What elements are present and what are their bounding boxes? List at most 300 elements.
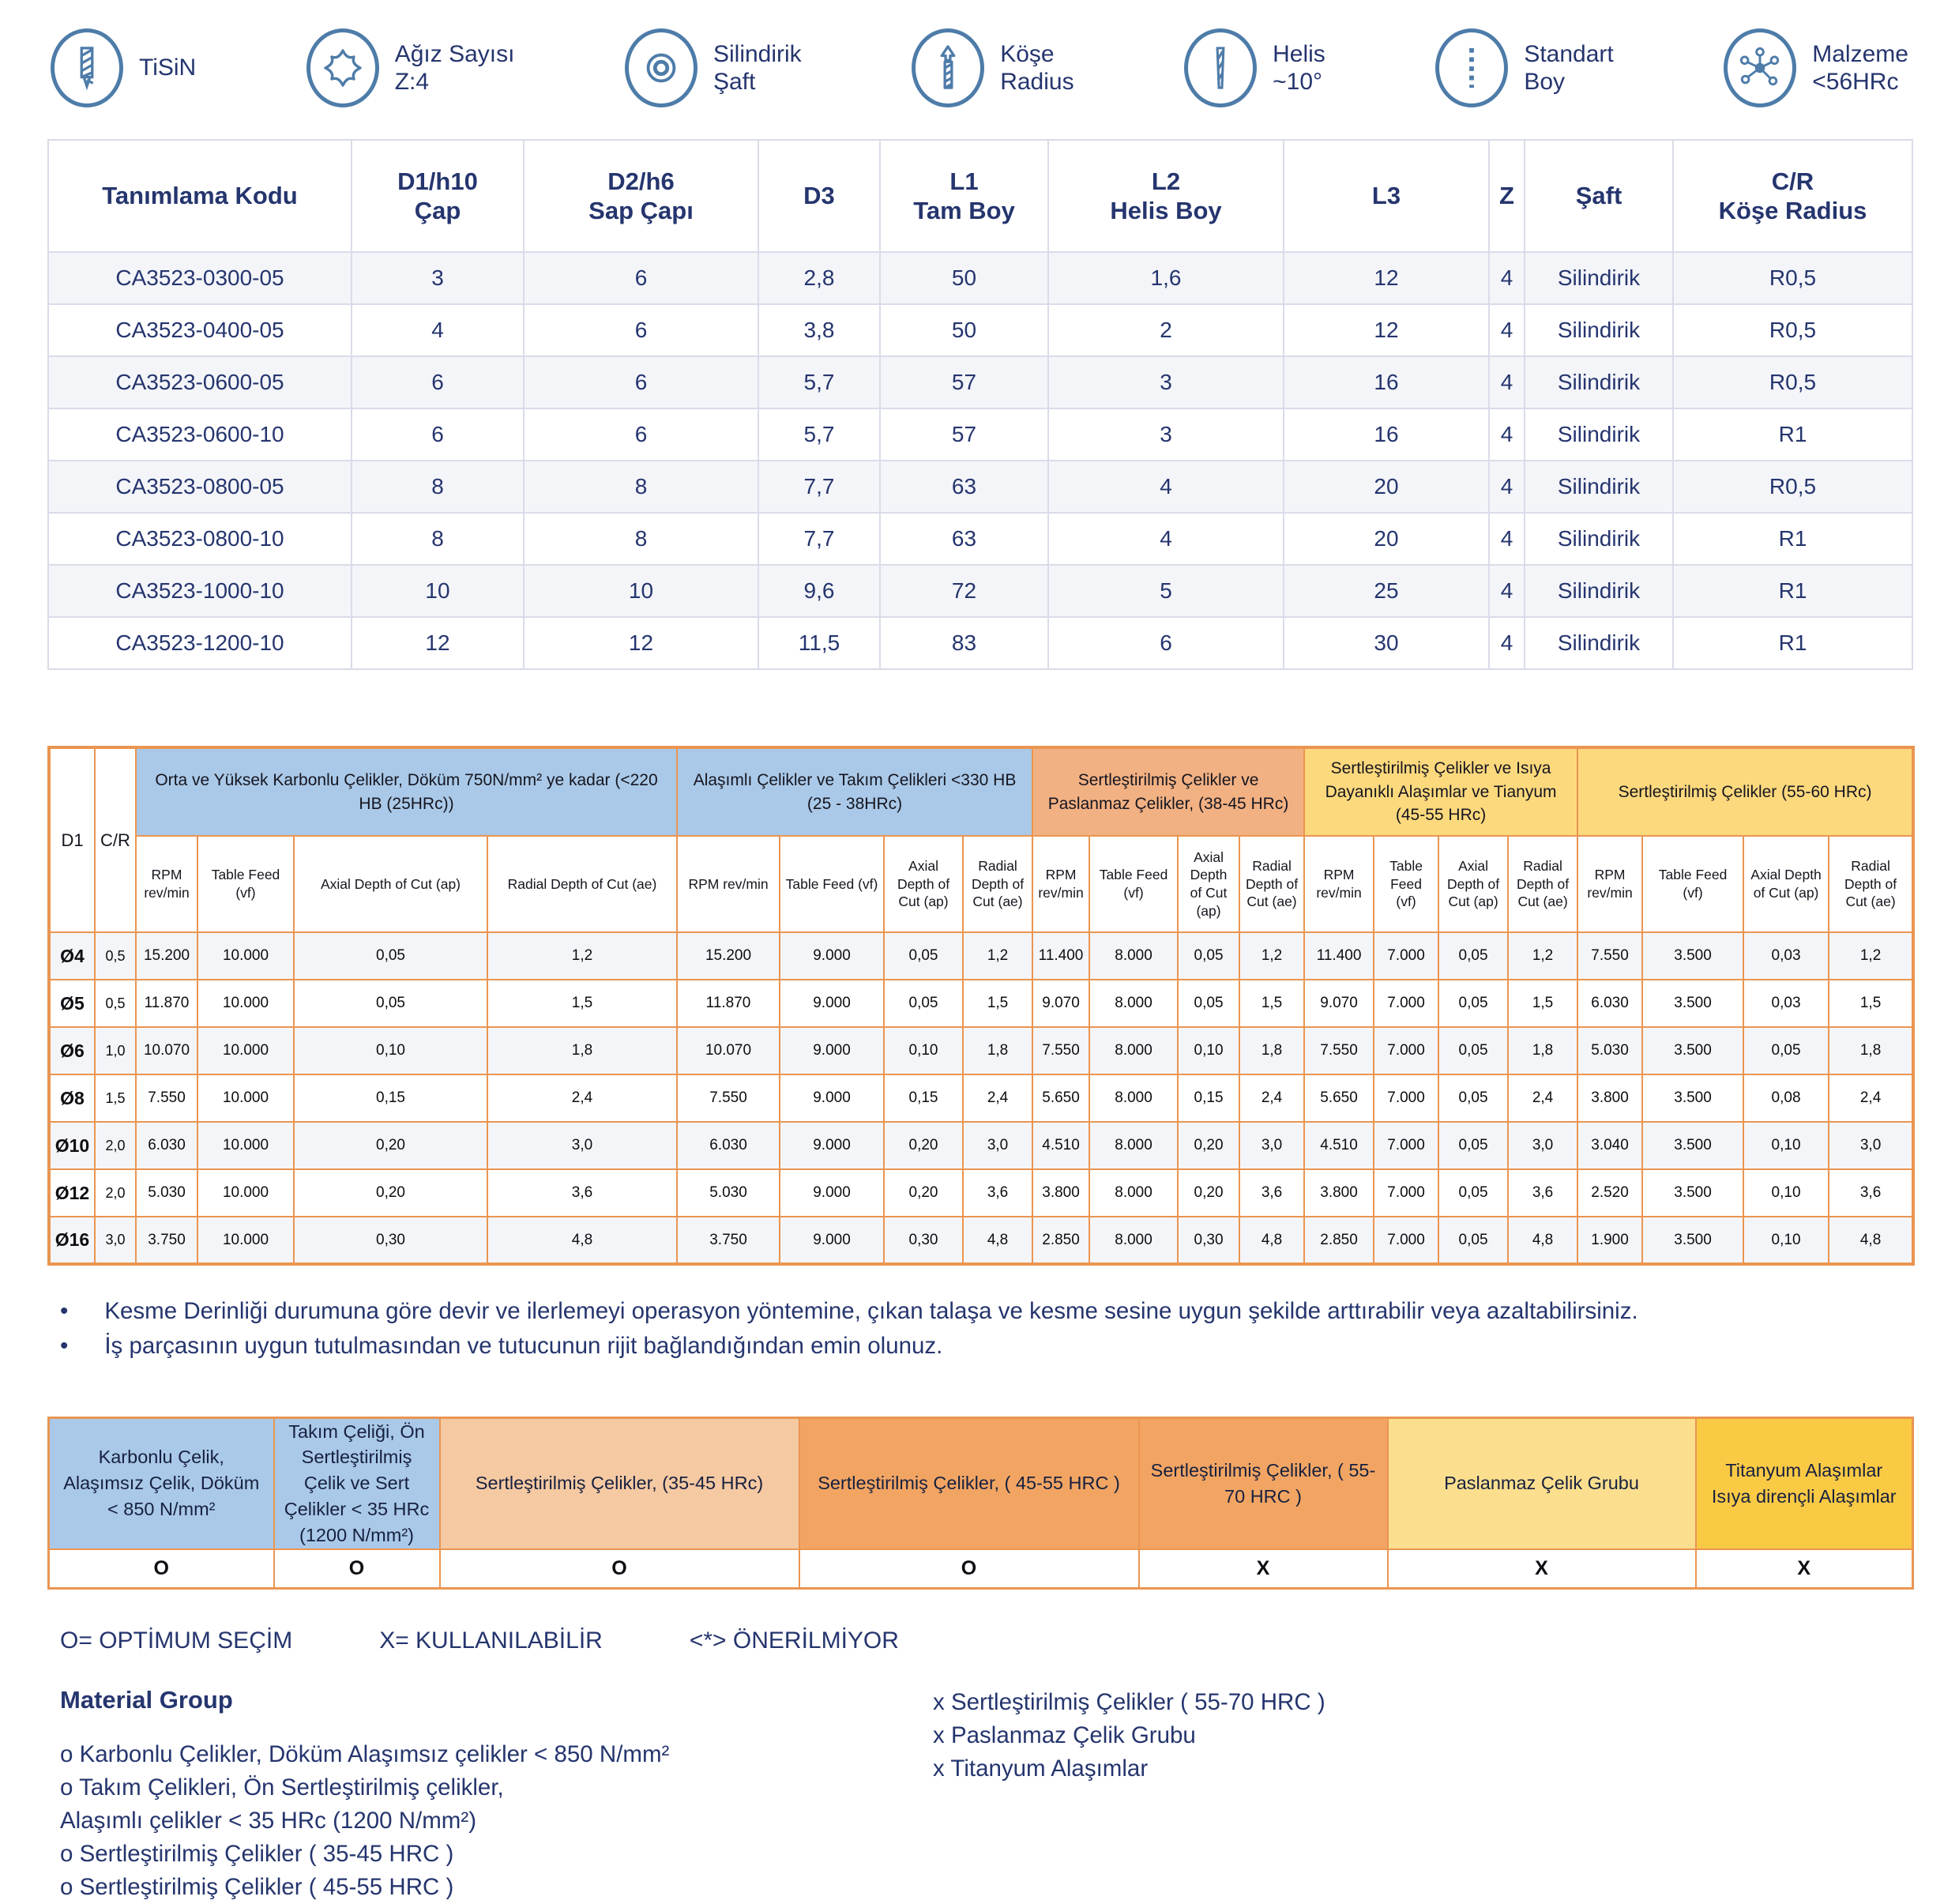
param-cell: 3,6	[1239, 1169, 1304, 1217]
icon-label: Silindirik Şaft	[713, 40, 802, 95]
param-cell: 3,0	[1508, 1122, 1577, 1169]
material-value-cell: X	[1696, 1549, 1913, 1589]
param-cell: 15.200	[677, 932, 780, 980]
param-cell: 0,05	[294, 980, 487, 1027]
table-cell: 11,5	[758, 617, 880, 669]
table-cell: 3	[1048, 408, 1284, 461]
param-cell: 3.500	[1642, 1027, 1743, 1074]
table-cell: 4	[1489, 565, 1525, 617]
icon-label: Helis ~10°	[1273, 40, 1325, 95]
diameter-cell: Ø16	[49, 1217, 95, 1264]
sub-column-header: Table Feed (vf)	[1642, 836, 1743, 932]
sub-column-header: Axial Depth of Cut (ap)	[1178, 836, 1239, 932]
param-cell: 4,8	[1239, 1217, 1304, 1264]
param-cell: 3.500	[1642, 1074, 1743, 1122]
material-value-cell: O	[274, 1549, 440, 1589]
table-cell: CA3523-0800-05	[48, 461, 352, 513]
sub-column-header: Radial Depth of Cut (ae)	[1239, 836, 1304, 932]
param-cell: 5.650	[1304, 1074, 1374, 1122]
table-cell: 63	[880, 513, 1048, 565]
param-cell: 0,05	[1438, 1122, 1508, 1169]
param-cell: 3,0	[1829, 1122, 1913, 1169]
param-cell: 0,03	[1743, 980, 1829, 1027]
table-cell: 7,7	[758, 513, 880, 565]
param-cell: 4,8	[963, 1217, 1032, 1264]
table-cell: 3,8	[758, 304, 880, 356]
flute-count-icon	[306, 28, 379, 107]
param-cell: 6.030	[136, 1122, 197, 1169]
sub-column-header: RPM rev/min	[1304, 836, 1374, 932]
table-cell: 10	[352, 565, 524, 617]
param-cell: 2.520	[1577, 1169, 1642, 1217]
table-cell: R1	[1673, 513, 1912, 565]
table-cell: 3	[352, 252, 524, 304]
param-cell: 9.070	[1304, 980, 1374, 1027]
param-cell: 1,8	[487, 1027, 677, 1074]
param-cell: 0,05	[1438, 932, 1508, 980]
table-cell: 4	[1048, 461, 1284, 513]
feature-tisin	[51, 28, 196, 107]
param-cell: 3,6	[963, 1169, 1032, 1217]
table-cell: 57	[880, 356, 1048, 408]
param-cell: 7.000	[1374, 932, 1438, 980]
table-cell: 16	[1284, 408, 1489, 461]
param-cell: 10.000	[197, 1122, 294, 1169]
table-row	[48, 304, 1912, 356]
param-cell: 11.400	[1304, 932, 1374, 980]
table-cell: 16	[1284, 356, 1489, 408]
param-cell: 3.800	[1577, 1074, 1642, 1122]
table-cell: 4	[1489, 356, 1525, 408]
table-row	[48, 408, 1912, 461]
table-cell: 30	[1284, 617, 1489, 669]
corner-radius-cell: 2,0	[95, 1122, 136, 1169]
legend-not-recommended: <*> ÖNERİLMİYOR	[689, 1627, 899, 1654]
material-label-cell: Titanyum Alaşımlar Isıya dirençli Alaşımlar	[1696, 1417, 1913, 1549]
table-cell: Silindirik	[1525, 408, 1673, 461]
sub-column-header: RPM rev/min	[1032, 836, 1089, 932]
table-cell: 4	[1489, 617, 1525, 669]
table-cell: 2,8	[758, 252, 880, 304]
param-cell: 2,4	[1829, 1074, 1913, 1122]
column-header: L1 Tam Boy	[880, 140, 1048, 252]
param-cell: 1,5	[1829, 980, 1913, 1027]
param-cell: 0,08	[1743, 1074, 1829, 1122]
param-cell: 9.000	[780, 1122, 884, 1169]
table-cell: CA3523-1000-10	[48, 565, 352, 617]
param-cell: 9.000	[780, 932, 884, 980]
material-group-item: x Sertleştirilmiş Çelikler ( 55-70 HRC )	[933, 1689, 1325, 1716]
column-header: D1/h10 Çap	[352, 140, 524, 252]
param-cell: 0,10	[294, 1027, 487, 1074]
table-cell: 72	[880, 565, 1048, 617]
table-cell: 50	[880, 252, 1048, 304]
table-cell: 83	[880, 617, 1048, 669]
material-group-item: o Sertleştirilmiş Çelikler ( 35-45 HRC )	[60, 1841, 454, 1868]
param-cell: 9.000	[780, 1217, 884, 1264]
param-cell: 3,6	[1829, 1169, 1913, 1217]
table-cell: 8	[352, 513, 524, 565]
param-cell: 0,05	[294, 932, 487, 980]
table-cell: 5,7	[758, 356, 880, 408]
param-cell: 0,15	[884, 1074, 963, 1122]
param-cell: 8.000	[1089, 1169, 1178, 1217]
note-text: Kesme Derinliği durumuna göre devir ve ilerlemeyi operasyon yöntemine, çıkan talaşa ve kesme sesine uygun şekilde arttırabilir veya azaltabilirsiniz.	[104, 1298, 1638, 1324]
param-cell: 5.030	[1577, 1027, 1642, 1074]
column-header: Şaft	[1525, 140, 1673, 252]
param-cell: 0,10	[1743, 1122, 1829, 1169]
param-cell: 9.000	[780, 980, 884, 1027]
table-cell: Silindirik	[1525, 252, 1673, 304]
param-cell: 3,0	[963, 1122, 1032, 1169]
table-cell: 20	[1284, 513, 1489, 565]
table-cell: 4	[1489, 408, 1525, 461]
param-cell: 1,2	[963, 932, 1032, 980]
tisin-icon	[51, 28, 123, 107]
table-row	[48, 565, 1912, 617]
param-cell: 7.000	[1374, 1169, 1438, 1217]
table-cell: 12	[524, 617, 758, 669]
param-cell: 0,05	[1438, 1217, 1508, 1264]
sub-column-header: Axial Depth of Cut (ap)	[294, 836, 487, 932]
material-group-left	[60, 1686, 885, 1903]
sub-column-header: Table Feed (vf)	[1089, 836, 1178, 932]
table-cell: R0,5	[1673, 304, 1912, 356]
material-label-cell: Sertleştirilmiş Çelikler, ( 55-70 HRC )	[1139, 1417, 1388, 1549]
param-cell: 7.000	[1374, 1217, 1438, 1264]
column-header: Tanımlama Kodu	[48, 140, 352, 252]
param-cell: 2.850	[1304, 1217, 1374, 1264]
param-cell: 11.870	[136, 980, 197, 1027]
sub-column-header: Radial Depth of Cut (ae)	[1829, 836, 1913, 932]
param-cell: 3.040	[1577, 1122, 1642, 1169]
param-row	[49, 1217, 1913, 1264]
table-cell: 6	[524, 252, 758, 304]
param-cell: 0,20	[1178, 1122, 1239, 1169]
material-label-cell: Takım Çeliği, Ön Sertleştirilmiş Çelik ve Sert Çelikler < 35 HRc (1200 N/mm²)	[274, 1417, 440, 1549]
table-cell: 50	[880, 304, 1048, 356]
param-cell: 1,2	[1508, 932, 1577, 980]
corner-radius-cell: 3,0	[95, 1217, 136, 1264]
param-cell: 3.500	[1642, 1169, 1743, 1217]
param-cell: 0,05	[1743, 1027, 1829, 1074]
param-cell: 0,15	[294, 1074, 487, 1122]
param-cell: 5.030	[677, 1169, 780, 1217]
table-cell: 8	[524, 513, 758, 565]
diameter-cell: Ø12	[49, 1169, 95, 1217]
param-cell: 5.030	[136, 1169, 197, 1217]
table-cell: 6	[352, 356, 524, 408]
param-cell: 8.000	[1089, 1074, 1178, 1122]
material-table-body	[49, 1417, 1913, 1589]
table-cell: 4	[1489, 513, 1525, 565]
table-cell: 20	[1284, 461, 1489, 513]
material-group-section	[47, 1686, 1912, 1903]
param-cell: 2,4	[1239, 1074, 1304, 1122]
param-cell: 3.500	[1642, 980, 1743, 1027]
table-cell: 6	[352, 408, 524, 461]
param-cell: 7.000	[1374, 1074, 1438, 1122]
param-cell: 0,20	[1178, 1169, 1239, 1217]
material-table	[47, 1417, 1914, 1590]
param-cell: 8.000	[1089, 1122, 1178, 1169]
param-cell: 1.900	[1577, 1217, 1642, 1264]
feature-material-hardness	[1724, 28, 1908, 107]
feature-helix	[1184, 28, 1325, 107]
table-cell: Silindirik	[1525, 617, 1673, 669]
param-cell: 0,10	[1178, 1027, 1239, 1074]
material-value-cell: X	[1139, 1549, 1388, 1589]
sub-column-header: Radial Depth of Cut (ae)	[1508, 836, 1577, 932]
param-table	[47, 746, 1915, 1266]
material-group-item: x Titanyum Alaşımlar	[933, 1755, 1149, 1782]
param-cell: 1,5	[1508, 980, 1577, 1027]
param-cell: 9.000	[780, 1169, 884, 1217]
icon-label: Malzeme <56HRc	[1812, 40, 1908, 95]
param-cell: 0,05	[1438, 1074, 1508, 1122]
table-cell: CA3523-0800-10	[48, 513, 352, 565]
table-cell: Silindirik	[1525, 304, 1673, 356]
param-cell: 0,10	[1743, 1169, 1829, 1217]
param-cell: 8.000	[1089, 980, 1178, 1027]
table-cell: 63	[880, 461, 1048, 513]
param-cell: 0,10	[1743, 1217, 1829, 1264]
param-row	[49, 1074, 1913, 1122]
param-cell: 9.000	[780, 1074, 884, 1122]
param-cell: 0,20	[294, 1122, 487, 1169]
table-row	[48, 461, 1912, 513]
table-cell: Silindirik	[1525, 565, 1673, 617]
material-value-cell: O	[440, 1549, 799, 1589]
param-cell: 7.000	[1374, 1027, 1438, 1074]
param-cell: 9.070	[1032, 980, 1089, 1027]
corner-radius-icon	[912, 28, 984, 107]
param-cell: 2,4	[963, 1074, 1032, 1122]
param-cell: 1,2	[1239, 932, 1304, 980]
corner-header: C/R	[95, 747, 136, 932]
param-cell: 8.000	[1089, 932, 1178, 980]
column-header: L2 Helis Boy	[1048, 140, 1284, 252]
sub-column-header: Axial Depth of Cut (ap)	[1438, 836, 1508, 932]
param-cell: 8.000	[1089, 1027, 1178, 1074]
table-cell: 6	[524, 304, 758, 356]
param-cell: 0,10	[884, 1027, 963, 1074]
table-cell: 12	[352, 617, 524, 669]
sub-column-header: Table Feed (vf)	[1374, 836, 1438, 932]
param-cell: 10.000	[197, 980, 294, 1027]
param-cell: 7.550	[136, 1074, 197, 1122]
param-cell: 1,8	[1239, 1027, 1304, 1074]
material-group-header: Orta ve Yüksek Karbonlu Çelikler, Döküm 750N/mm² ye kadar (<220 HB (25HRc))	[136, 747, 677, 836]
corner-radius-cell: 2,0	[95, 1169, 136, 1217]
helix-angle-icon	[1184, 28, 1257, 107]
param-cell: 10.070	[677, 1027, 780, 1074]
table-cell: 2	[1048, 304, 1284, 356]
param-row	[49, 1027, 1913, 1074]
icon-label: Köşe Radius	[1000, 40, 1074, 95]
table-cell: R0,5	[1673, 356, 1912, 408]
param-cell: 3.800	[1304, 1169, 1374, 1217]
diameter-cell: Ø8	[49, 1074, 95, 1122]
param-cell: 0,30	[1178, 1217, 1239, 1264]
table-row	[48, 252, 1912, 304]
feature-corner-radius	[912, 28, 1074, 107]
param-cell: 0,30	[884, 1217, 963, 1264]
note-text: İş parçasının uygun tutulmasından ve tutucunun rijit bağlandığından emin olunuz.	[104, 1333, 943, 1360]
table-cell: 6	[1048, 617, 1284, 669]
param-cell: 10.070	[136, 1027, 197, 1074]
param-row	[49, 1169, 1913, 1217]
table-cell: R0,5	[1673, 252, 1912, 304]
table-cell: 4	[352, 304, 524, 356]
param-cell: 0,05	[1438, 1027, 1508, 1074]
param-cell: 1,2	[1829, 932, 1913, 980]
param-table-body	[49, 932, 1913, 1264]
main-table	[47, 139, 1913, 670]
table-cell: CA3523-0600-05	[48, 356, 352, 408]
material-group-header: Alaşımlı Çelikler ve Takım Çelikleri <330 HB (25 - 38HRc)	[677, 747, 1032, 836]
param-cell: 2,4	[487, 1074, 677, 1122]
material-group-item: o Karbonlu Çelikler, Döküm Alaşımsız çelikler < 850 N/mm²	[60, 1741, 670, 1768]
table-cell: 57	[880, 408, 1048, 461]
table-cell: 3	[1048, 356, 1284, 408]
note-line	[60, 1329, 1912, 1364]
table-cell: 12	[1284, 252, 1489, 304]
param-cell: 0,05	[1178, 932, 1239, 980]
param-cell: 1,2	[487, 932, 677, 980]
sub-column-header: RPM rev/min	[1577, 836, 1642, 932]
material-group-item: x Paslanmaz Çelik Grubu	[933, 1722, 1196, 1749]
legend-usable: X= KULLANILABİLİR	[379, 1627, 603, 1654]
diameter-cell: Ø4	[49, 932, 95, 980]
column-header: Z	[1489, 140, 1525, 252]
param-table-head	[49, 747, 1913, 932]
param-cell: 3.500	[1642, 932, 1743, 980]
table-cell: R0,5	[1673, 461, 1912, 513]
param-cell: 0,05	[884, 932, 963, 980]
table-row	[48, 617, 1912, 669]
param-cell: 4,8	[487, 1217, 677, 1264]
icon-label: Ağız Sayısı Z:4	[394, 40, 515, 95]
material-group-item: o Takım Çelikleri, Ön Sertleştirilmiş çelikler,	[60, 1774, 504, 1801]
table-cell: 1,6	[1048, 252, 1284, 304]
param-cell: 10.000	[197, 1217, 294, 1264]
legend-optimum: O= OPTİMUM SEÇİM	[60, 1627, 293, 1654]
sub-column-header: Radial Depth of Cut (ae)	[963, 836, 1032, 932]
diameter-cell: Ø6	[49, 1027, 95, 1074]
param-cell: 2,4	[1508, 1074, 1577, 1122]
param-cell: 1,5	[487, 980, 677, 1027]
material-label-cell: Sertleştirilmiş Çelikler, (35-45 HRc)	[440, 1417, 799, 1549]
material-label-cell: Sertleştirilmiş Çelikler, ( 45-55 HRC )	[799, 1417, 1139, 1549]
param-cell: 7.550	[1032, 1027, 1089, 1074]
param-cell: 7.550	[1304, 1027, 1374, 1074]
column-header: D3	[758, 140, 880, 252]
table-cell: 25	[1284, 565, 1489, 617]
param-cell: 4,8	[1508, 1217, 1577, 1264]
param-cell: 0,05	[1438, 980, 1508, 1027]
param-cell: 0,15	[1178, 1074, 1239, 1122]
sub-column-header: Table Feed (vf)	[780, 836, 884, 932]
param-cell: 15.200	[136, 932, 197, 980]
param-cell: 7.000	[1374, 1122, 1438, 1169]
material-group-left-list	[60, 1738, 885, 1903]
material-group-header: Sertleştirilmiş Çelikler ve Isıya Dayanıklı Alaşımlar ve Tianyum (45-55 HRc)	[1304, 747, 1577, 836]
material-group-header: Sertleştirilmiş Çelikler (55-60 HRc)	[1577, 747, 1913, 836]
material-label-cell: Paslanmaz Çelik Grubu	[1388, 1417, 1696, 1549]
param-cell: 0,20	[884, 1122, 963, 1169]
main-table-head	[48, 140, 1912, 252]
param-cell: 10.000	[197, 1027, 294, 1074]
table-cell: R1	[1673, 617, 1912, 669]
param-cell: 0,05	[1438, 1169, 1508, 1217]
corner-radius-cell: 0,5	[95, 980, 136, 1027]
cylindrical-shaft-icon	[625, 28, 697, 107]
param-cell: 7.550	[1577, 932, 1642, 980]
table-cell: 4	[1489, 304, 1525, 356]
feature-standard-length	[1435, 28, 1613, 107]
table-cell: CA3523-0300-05	[48, 252, 352, 304]
table-row	[48, 513, 1912, 565]
notes	[60, 1294, 1912, 1364]
table-row	[48, 356, 1912, 408]
param-cell: 3.750	[677, 1217, 780, 1264]
corner-radius-cell: 1,5	[95, 1074, 136, 1122]
main-table-body	[48, 252, 1912, 669]
material-group-title: Material Group	[60, 1686, 233, 1714]
material-hardness-icon	[1724, 28, 1796, 107]
sub-column-header: Axial Depth of Cut (ap)	[1743, 836, 1829, 932]
diameter-cell: Ø10	[49, 1122, 95, 1169]
param-cell: 3.750	[136, 1217, 197, 1264]
table-cell: 8	[352, 461, 524, 513]
param-cell: 11.870	[677, 980, 780, 1027]
material-group-item: o Sertleştirilmiş Çelikler ( 45-55 HRC )	[60, 1873, 454, 1900]
param-cell: 3,0	[1239, 1122, 1304, 1169]
param-cell: 3,0	[487, 1122, 677, 1169]
table-cell: CA3523-0600-10	[48, 408, 352, 461]
param-cell: 7.550	[677, 1074, 780, 1122]
param-cell: 3,6	[487, 1169, 677, 1217]
material-value-cell: O	[49, 1549, 274, 1589]
param-cell: 10.000	[197, 1169, 294, 1217]
table-cell: R1	[1673, 565, 1912, 617]
material-group-right-list	[933, 1686, 1325, 1785]
material-value-cell: X	[1388, 1549, 1696, 1589]
param-cell: 0,03	[1743, 932, 1829, 980]
param-cell: 11.400	[1032, 932, 1089, 980]
bullet-icon: •	[60, 1298, 69, 1324]
table-cell: CA3523-0400-05	[48, 304, 352, 356]
feature-cylindrical-shaft	[625, 28, 802, 107]
param-cell: 1,8	[963, 1027, 1032, 1074]
param-cell: 10.000	[197, 1074, 294, 1122]
param-cell: 2.850	[1032, 1217, 1089, 1264]
param-row	[49, 980, 1913, 1027]
feature-icon-strip	[51, 28, 1908, 107]
sub-column-header: Table Feed (vf)	[197, 836, 294, 932]
param-cell: 1,5	[963, 980, 1032, 1027]
param-cell: 6.030	[1577, 980, 1642, 1027]
table-cell: 8	[524, 461, 758, 513]
bullet-icon: •	[60, 1333, 69, 1360]
param-cell: 6.030	[677, 1122, 780, 1169]
corner-header: D1	[49, 747, 95, 932]
material-value-cell: O	[799, 1549, 1139, 1589]
param-cell: 8.000	[1089, 1217, 1178, 1264]
column-header: D2/h6 Sap Çapı	[524, 140, 758, 252]
sub-column-header: Axial Depth of Cut (ap)	[884, 836, 963, 932]
